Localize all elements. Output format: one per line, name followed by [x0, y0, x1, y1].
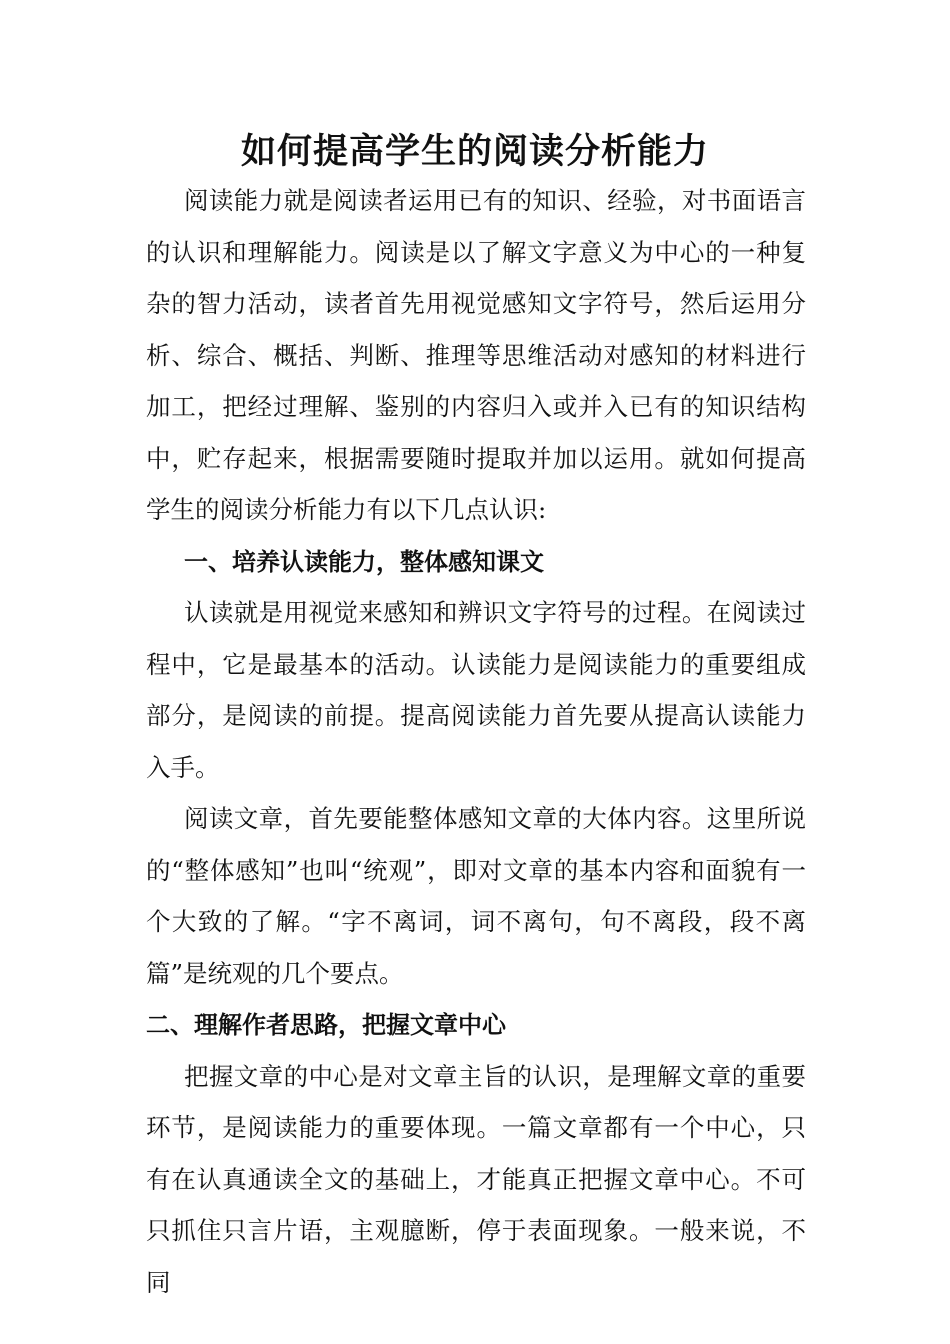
section-2-heading: 二、理解作者思路，把握文章中心: [146, 1010, 506, 1039]
intro-paragraph: 阅读能力就是阅读者运用已有的知识、经验，对书面语言的认识和理解能力。阅读是以了解文字意义为中心的一种复杂的智力活动，读者首先用视觉感知文字符号，然后运用分析、综合、概括、判断、推理等思维活动对感知的材料进行加工，把经过理解、鉴别的内容归入或并入已有的知识结构中，贮存起来，根据需要随时提取并加以运用。就如何提高学生的阅读分析能力有以下几点认识:: [146, 186, 806, 524]
section-1-paragraph-1: 认读就是用视觉来感知和辨识文字符号的过程。在阅读过程中，它是最基本的活动。认读能力是阅读能力的重要组成部分，是阅读的前提。提高阅读能力首先要从提高认读能力入手。: [146, 598, 806, 782]
section-1-paragraph-2: 阅读文章，首先要能整体感知文章的大体内容。这里所说的“整体感知”也叫“统观”，即对文章的基本内容和面貌有一个大致的了解。“字不离词，词不离句，句不离段，段不离篇”是统观的几个要点。: [146, 804, 806, 988]
section-1-heading: 一、培养认读能力，整体感知课文: [184, 546, 544, 576]
document-body: [146, 175, 806, 1308]
document-title: 如何提高学生的阅读分析能力: [240, 131, 709, 172]
section-2-paragraph-1: 把握文章的中心是对文章主旨的认识，是理解文章的重要环节，是阅读能力的重要体现。一篇文章都有一个中心，只有在认真通读全文的基础上，才能真正把握文章中心。不可只抓住只言片语，主观臆断，停于表面现象。一般来说，不同: [146, 1061, 806, 1297]
